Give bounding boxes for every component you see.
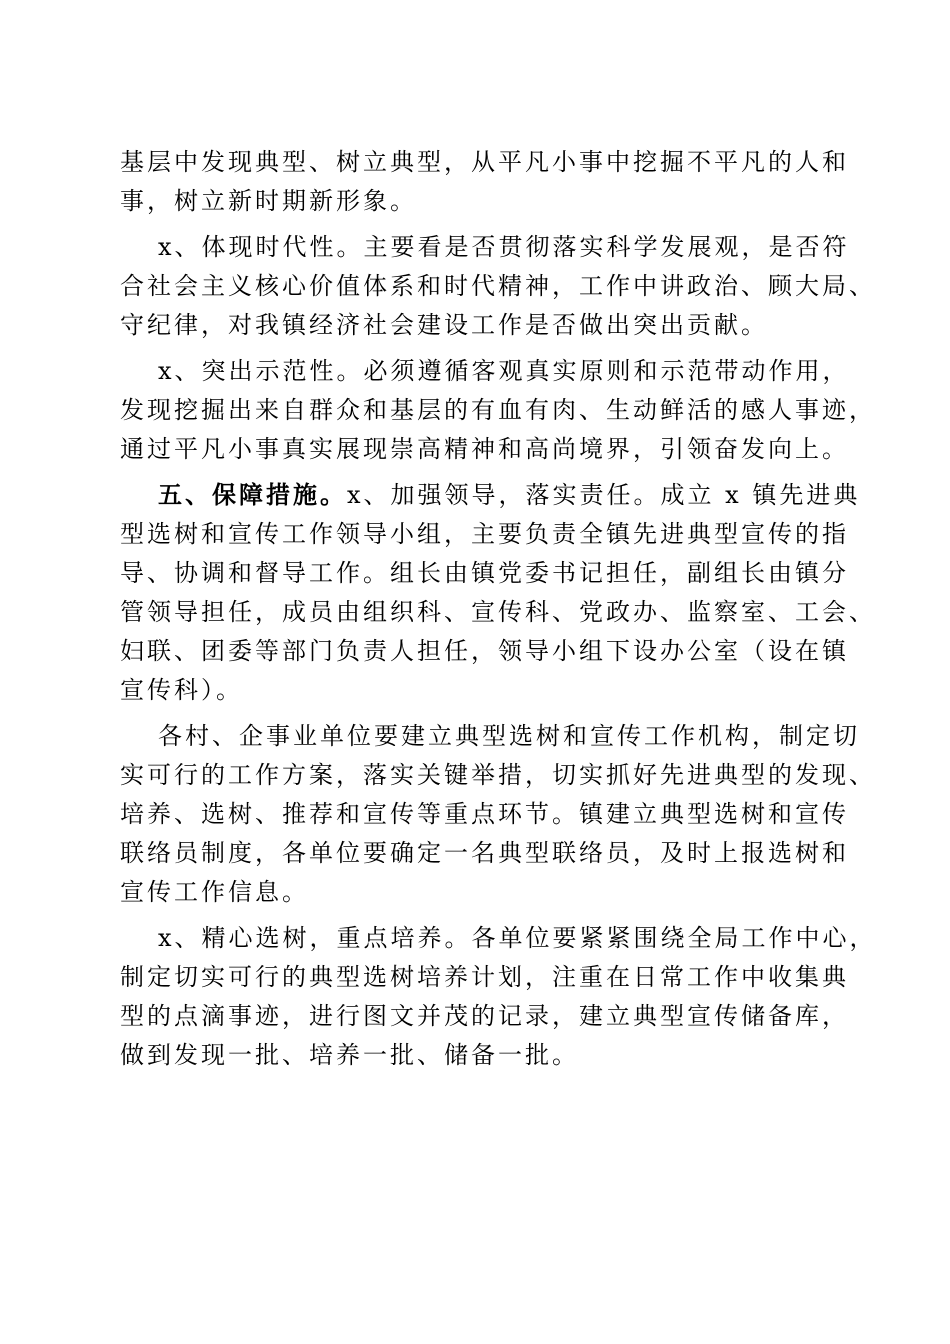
- section-heading: 五、保障措施。: [158, 481, 347, 509]
- text-line: [120, 476, 861, 515]
- text-line: 宣传科）。: [120, 676, 243, 704]
- text-line: 宣传工作信息。: [120, 878, 309, 906]
- text-line: 守纪律，对我镇经济社会建设工作是否做出突出贡献。: [120, 311, 768, 339]
- text-line: 管领导担任，成员由组织科、宣传科、党政办、监察室、工会、: [120, 598, 876, 626]
- text-line: 导、协调和督导工作。组长由镇党委书记担任，副组长由镇分: [120, 559, 849, 587]
- paragraph-continuation: [120, 143, 849, 221]
- text-line: x、精心选树，重点培养。各单位要紧紧围绕全局工作中心，: [158, 924, 877, 952]
- paragraph-timeliness: [120, 228, 876, 345]
- text-line: 型的点滴事迹，进行图文并茂的记录，建立典型宣传储备库，: [120, 1002, 849, 1030]
- text-line: 制定切实可行的典型选树培养计划，注重在日常工作中收集典: [120, 963, 849, 991]
- text-line: 实可行的工作方案，落实关键举措，切实抓好先进典型的发现、: [120, 761, 876, 789]
- text-line: 型选树和宣传工作领导小组，主要负责全镇先进典型宣传的指: [120, 520, 849, 548]
- document-body: [120, 143, 877, 1075]
- text-line: 联络员制度，各单位要确定一名典型联络员，及时上报选树和: [120, 839, 849, 867]
- text-line: 通过平凡小事真实展现崇高精神和高尚境界，引领奋发向上。: [120, 435, 849, 463]
- text-line: 发现挖掘出来自群众和基层的有血有肉、生动鲜活的感人事迹，: [120, 396, 876, 424]
- text-line: x、突出示范性。必须遵循客观真实原则和示范带动作用，: [158, 357, 850, 385]
- text-line: 合社会主义核心价值体系和时代精神，工作中讲政治、顾大局、: [120, 272, 876, 300]
- text-line: 基层中发现典型、树立典型，从平凡小事中挖掘不平凡的人和: [120, 148, 849, 176]
- paragraph-cultivation: [120, 919, 877, 1075]
- paragraph-safeguards: [120, 476, 876, 710]
- text-line: 事，树立新时期新形象。: [120, 187, 417, 215]
- text-line: 培养、选树、推荐和宣传等重点环节。镇建立典型选树和宣传: [120, 800, 849, 828]
- paragraph-exemplary: [120, 352, 876, 469]
- text-line: 各村、企事业单位要建立典型选树和宣传工作机构，制定切: [158, 722, 860, 750]
- paragraph-units: [120, 717, 876, 912]
- text-line: 做到发现一批、培养一批、储备一批。: [120, 1041, 579, 1069]
- text-line: 妇联、团委等部门负责人担任，领导小组下设办公室（设在镇: [120, 637, 849, 665]
- heading-line-rest: x、加强领导，落实责任。成立 x 镇先进典: [347, 481, 861, 509]
- text-line: x、体现时代性。主要看是否贯彻落实科学发展观，是否符: [158, 233, 850, 261]
